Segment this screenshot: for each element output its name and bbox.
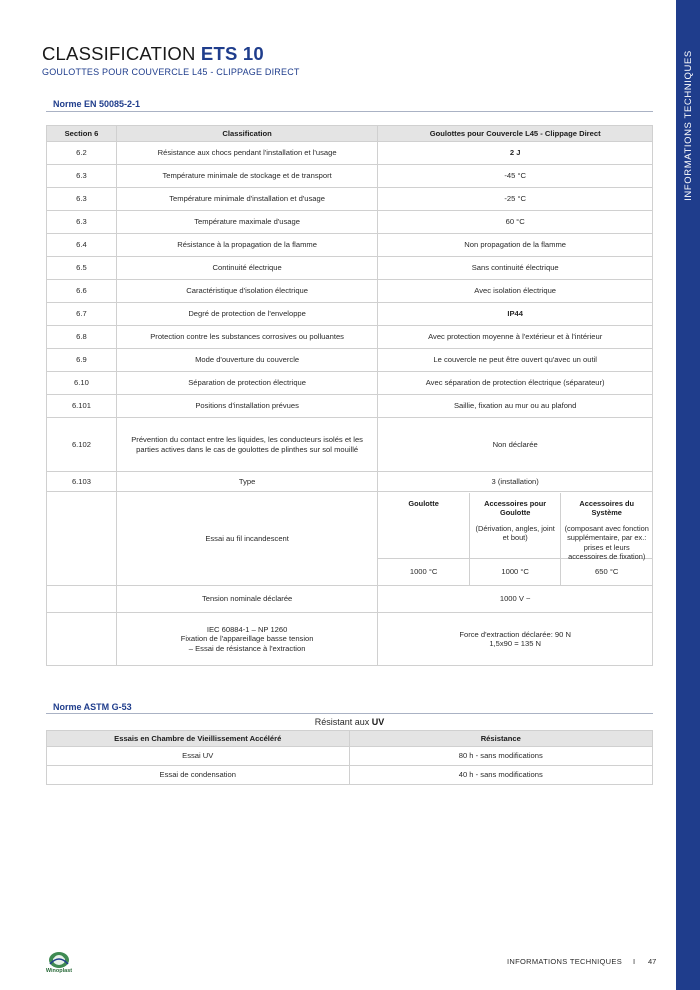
table-row (47, 165, 653, 188)
cell-value: Le couvercle ne peut être ouvert qu'avec un outil (378, 349, 653, 372)
cell-value: 3 (installation) (378, 472, 653, 492)
norm1-header-row (47, 126, 653, 142)
cell-value: 2 J (378, 142, 653, 165)
iec-label-line: IEC 60884-1 – NP 1260 (206, 624, 288, 634)
glow-col-head: Accessoires du Système (579, 498, 635, 517)
cell-section: 6.7 (47, 303, 117, 326)
iec-value-line: 1,5x90 = 135 N (489, 639, 542, 648)
page-title (42, 43, 264, 65)
row-glow-wire (47, 492, 653, 586)
glow-wire-cell (378, 492, 653, 586)
cell-section: 6.8 (47, 326, 117, 349)
table-row (47, 349, 653, 372)
voltage-value: 1000 V ~ (378, 586, 653, 613)
table-row (47, 418, 653, 472)
cell-section: 6.6 (47, 280, 117, 303)
glow-wire-heads (378, 493, 652, 559)
glow-col-goulotte (378, 493, 469, 558)
cell-section: 6.3 (47, 165, 117, 188)
glow-value-accessoires-goulotte: 1000 °C (469, 559, 561, 585)
cell-classification: Résistance aux chocs pendant l'installation et l'usage (116, 142, 377, 165)
cell-test: Essai UV (47, 747, 350, 766)
table-row (47, 326, 653, 349)
cell-classification: Prévention du contact entre les liquides, les conducteurs isolés et les parties actives dans le cas de goulottes de plinthes sur sol mouillé (116, 418, 377, 472)
cell-section: 6.5 (47, 257, 117, 280)
iec-value-line: Force d'extraction déclarée: 90 N (459, 629, 571, 639)
cell-classification: Température minimale de stockage et de transport (116, 165, 377, 188)
iec-label-line: Fixation de l'appareillage basse tension (180, 634, 314, 644)
glow-value-goulotte: 1000 °C (409, 566, 438, 576)
cell-classification: Mode d'ouverture du couvercle (116, 349, 377, 372)
cell-value: 80 h - sans modifications (349, 747, 653, 766)
cell-value: Avec isolation électrique (378, 280, 653, 303)
cell-classification: Séparation de protection électrique (116, 372, 377, 395)
logo-text: Winoplast (45, 968, 73, 974)
resistant-prefix: Résistant aux (314, 717, 370, 727)
norm1-table (46, 125, 653, 666)
cell-classification: Degré de protection de l'enveloppe (116, 303, 377, 326)
norm2-divider (46, 713, 653, 714)
glow-wire-values (378, 559, 652, 585)
glow-col-note: (Dérivation, angles, joint et bout) (475, 524, 555, 543)
row-condensation (47, 766, 653, 785)
cell-value: -45 °C (378, 165, 653, 188)
page-number: 47 (648, 957, 657, 966)
side-tab (676, 0, 700, 250)
glow-col-accessoires-systeme (560, 493, 652, 561)
side-tab-label: INFORMATIONS TECHNIQUES (682, 49, 694, 201)
norm1-divider (46, 111, 653, 112)
header-product: Goulottes pour Couvercle L45 - Clippage Direct (378, 126, 653, 142)
title-prefix: CLASSIFICATION (42, 43, 196, 64)
cell-value: 60 °C (378, 211, 653, 234)
table-row (47, 257, 653, 280)
row-uv (47, 747, 653, 766)
cell-section-empty (47, 492, 117, 586)
cell-value: 40 h - sans modifications (349, 766, 653, 785)
cell-section: 6.103 (47, 472, 117, 492)
cell-value: Avec séparation de protection électrique (séparateur) (378, 372, 653, 395)
header-resistance: Résistance (349, 731, 653, 747)
cell-section: 6.9 (47, 349, 117, 372)
table-row (47, 395, 653, 418)
header-section: Section 6 (47, 126, 117, 142)
norm2-table (46, 730, 653, 785)
cell-section: 6.101 (47, 395, 117, 418)
cell-classification: Type (116, 472, 377, 492)
footer-label: INFORMATIONS TECHNIQUES (507, 957, 622, 966)
cell-classification: Résistance à la propagation de la flamme (116, 234, 377, 257)
table-row (47, 142, 653, 165)
cell-section: 6.3 (47, 188, 117, 211)
cell-classification: Température maximale d'usage (116, 211, 377, 234)
page-subtitle: GOULOTTES POUR COUVERCLE L45 - CLIPPAGE DIRECT (42, 67, 300, 77)
header-test: Essais en Chambre de Vieillissement Accéléré (47, 731, 350, 747)
cell-section-empty (47, 586, 117, 613)
cell-test: Essai de condensation (47, 766, 350, 785)
cell-classification: Protection contre les substances corrosives ou polluantes (116, 326, 377, 349)
iec-value (378, 613, 653, 666)
table-row (47, 303, 653, 326)
cell-value: IP44 (378, 303, 653, 326)
table-row (47, 372, 653, 395)
row-6-103 (47, 472, 653, 492)
norm2-header-row (47, 731, 653, 747)
glow-col-accessoires-goulotte (469, 493, 561, 558)
glow-col-note: (composant avec fonction supplémentaire, par ex.: prises et leurs accessoires de fixation) (564, 524, 649, 561)
cell-section: 6.2 (47, 142, 117, 165)
header-classification: Classification (116, 126, 377, 142)
voltage-label: Tension nominale déclarée (116, 586, 377, 613)
cell-section: 6.4 (47, 234, 117, 257)
table-row (47, 211, 653, 234)
glow-wire-label: Essai au fil incandescent (116, 492, 377, 586)
cell-value: Sans continuité électrique (378, 257, 653, 280)
cell-section: 6.102 (47, 418, 117, 472)
iec-label (116, 613, 377, 666)
cell-classification: Température minimale d'installation et d'usage (116, 188, 377, 211)
row-iec (47, 613, 653, 666)
norm1-title: Norme EN 50085-2-1 (53, 99, 141, 109)
resistant-uv (46, 717, 653, 727)
cell-classification: Positions d'installation prévues (116, 395, 377, 418)
glow-col-head: Goulotte (408, 498, 439, 508)
cell-value: Non propagation de la flamme (378, 234, 653, 257)
cell-value: -25 °C (378, 188, 653, 211)
cell-value: Saillie, fixation au mur ou au plafond (378, 395, 653, 418)
cell-value: Non déclarée (378, 418, 653, 472)
table-row (47, 188, 653, 211)
resistant-bold: UV (371, 717, 385, 727)
cell-value: Avec protection moyenne à l'extérieur et à l'intérieur (378, 326, 653, 349)
table-row (47, 234, 653, 257)
title-bold: ETS 10 (200, 43, 264, 64)
cell-classification: Caractéristique d'isolation électrique (116, 280, 377, 303)
glow-value-accessoires-systeme: 650 °C (560, 559, 652, 585)
table-row (47, 280, 653, 303)
glow-col-head: Accessoires pour Goulotte (484, 498, 547, 517)
cell-section: 6.10 (47, 372, 117, 395)
cell-section: 6.3 (47, 211, 117, 234)
cell-classification: Continuité électrique (116, 257, 377, 280)
norm2-title: Norme ASTM G-53 (53, 702, 132, 712)
footer-separator: I (633, 957, 636, 966)
row-voltage (47, 586, 653, 613)
cell-section-empty (47, 613, 117, 666)
glow-wire-subtable (378, 493, 652, 585)
iec-label-line: – Essai de résistance à l'extraction (188, 643, 306, 653)
